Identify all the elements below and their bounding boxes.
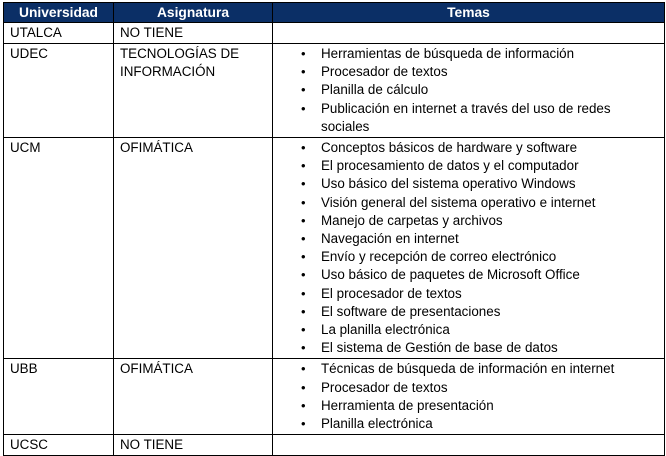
- bullet-icon: •: [301, 82, 306, 98]
- bullet-icon: •: [301, 46, 306, 61]
- bullet-icon: •: [301, 140, 306, 156]
- bullet-icon: •: [301, 361, 306, 377]
- tema-item: [273, 230, 664, 248]
- table-row: [4, 44, 665, 138]
- tema-item: [273, 285, 664, 303]
- tema-text: El procesamiento de datos y el computador: [321, 158, 579, 174]
- cell-asignatura: TECNOLOGÍAS DE INFORMACIÓN: [114, 44, 273, 138]
- cell-asignatura: NO TIENE: [114, 435, 273, 456]
- cell-universidad: UDEC: [4, 44, 114, 138]
- cell-temas: [273, 23, 665, 44]
- tema-item: [273, 321, 664, 339]
- header-universidad: Universidad: [4, 3, 114, 23]
- tema-item: [273, 139, 664, 157]
- temas-list: [273, 139, 664, 357]
- cell-temas: [273, 138, 665, 359]
- tema-text: Herramientas de búsqueda de información: [321, 46, 575, 61]
- tema-text: Manejo de carpetas y archivos: [321, 212, 503, 228]
- temas-list: [273, 360, 664, 433]
- tema-item: [273, 266, 664, 284]
- bullet-icon: •: [301, 267, 306, 283]
- header-asignatura: Asignatura: [114, 3, 273, 23]
- tema-item: [273, 157, 664, 175]
- tema-item: [273, 81, 664, 99]
- tema-item: [273, 303, 664, 321]
- tema-text: Navegación en internet: [321, 231, 459, 247]
- table-body: [4, 23, 665, 456]
- cell-universidad: UBB: [4, 359, 114, 435]
- tema-text: El procesador de textos: [321, 285, 462, 301]
- bullet-icon: •: [301, 303, 306, 319]
- bullet-icon: •: [301, 397, 306, 413]
- bullet-icon: •: [301, 249, 306, 265]
- bullet-icon: •: [301, 285, 306, 301]
- tema-item: [273, 339, 664, 357]
- bullet-icon: •: [301, 231, 306, 247]
- tema-text: El sistema de Gestión de base de datos: [321, 340, 558, 356]
- tema-item: [273, 212, 664, 230]
- bullet-icon: •: [301, 194, 306, 210]
- cell-asignatura: OFIMÁTICA: [114, 138, 273, 359]
- bullet-icon: •: [301, 100, 306, 116]
- temas-list: [273, 45, 664, 136]
- bullet-icon: •: [301, 379, 306, 395]
- tema-item: [273, 379, 664, 397]
- table-row: [4, 138, 665, 359]
- bullet-icon: •: [301, 176, 306, 192]
- tema-item: [273, 194, 664, 212]
- bullet-icon: •: [301, 322, 306, 338]
- cell-temas: [273, 44, 665, 138]
- table-row: [4, 23, 665, 44]
- bullet-icon: •: [301, 416, 306, 432]
- tema-text: El software de presentaciones: [321, 303, 501, 319]
- tema-text: Herramienta de presentación: [321, 397, 494, 413]
- cell-asignatura: NO TIENE: [114, 23, 273, 44]
- tema-text: Procesador de textos: [321, 379, 448, 395]
- tema-item: [273, 397, 664, 415]
- header-temas: Temas: [273, 3, 665, 23]
- tema-item: [273, 415, 664, 433]
- cell-temas: [273, 359, 665, 435]
- bullet-icon: •: [301, 64, 306, 80]
- bullet-icon: •: [301, 212, 306, 228]
- tema-item: [273, 248, 664, 266]
- courses-table: [3, 2, 665, 456]
- tema-text: Envío y recepción de correo electrónico: [321, 249, 557, 265]
- table-header-row: [4, 3, 665, 23]
- tema-text: Conceptos básicos de hardware y software: [321, 140, 578, 156]
- tema-text: La planilla electrónica: [321, 322, 450, 338]
- tema-text: Procesador de textos: [321, 64, 448, 80]
- bullet-icon: •: [301, 158, 306, 174]
- courses-table-container: [3, 2, 665, 456]
- cell-universidad: UCSC: [4, 435, 114, 456]
- tema-text: Publicación en internet a través del uso de redes sociales: [321, 100, 611, 134]
- cell-asignatura: OFIMÁTICA: [114, 359, 273, 435]
- tema-text: Planilla electrónica: [321, 416, 433, 432]
- tema-item: [273, 360, 664, 378]
- tema-item: [273, 63, 664, 81]
- tema-item: [273, 175, 664, 193]
- cell-universidad: UCM: [4, 138, 114, 359]
- cell-universidad: UTALCA: [4, 23, 114, 44]
- tema-text: Uso básico del sistema operativo Windows: [321, 176, 576, 192]
- tema-text: Técnicas de búsqueda de información en internet: [321, 361, 615, 377]
- tema-text: Planilla de cálculo: [321, 82, 429, 98]
- bullet-icon: •: [301, 340, 306, 356]
- tema-text: Visión general del sistema operativo e internet: [321, 194, 596, 210]
- tema-item: [273, 100, 664, 136]
- tema-item: [273, 45, 664, 63]
- tema-text: Uso básico de paquetes de Microsoft Office: [321, 267, 580, 283]
- table-row: [4, 359, 665, 435]
